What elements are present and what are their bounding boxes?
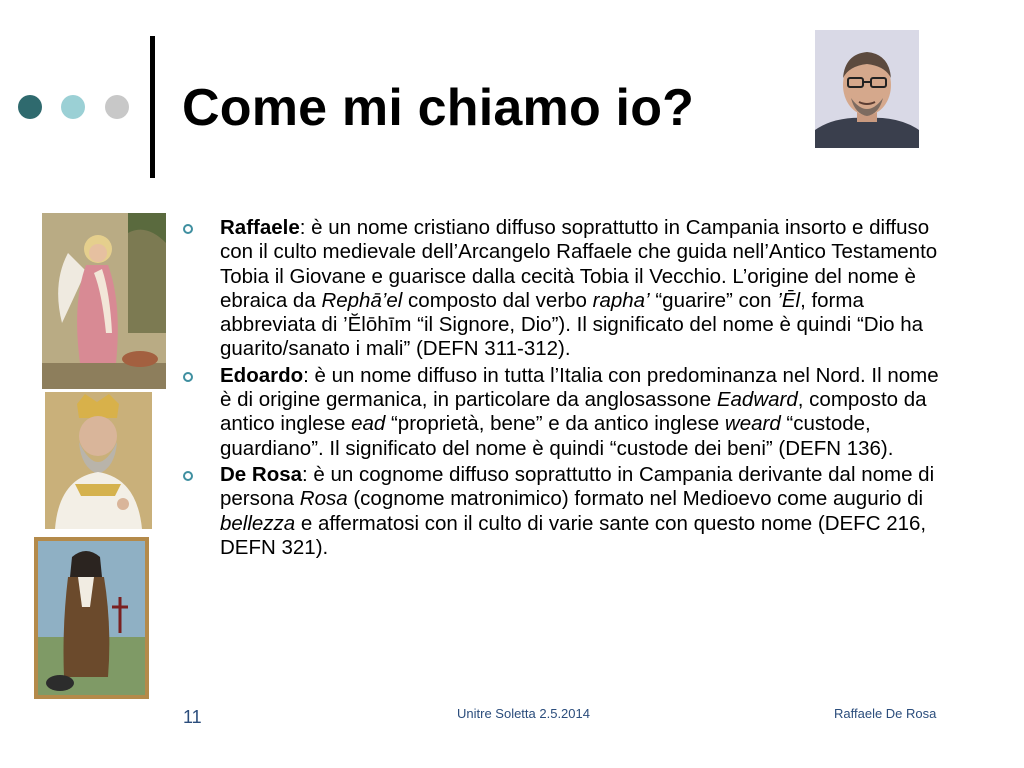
emphasized-text: Rosa [299, 487, 348, 511]
text-segment: (cognome matronimico) formato nel Medioevo come augurio di [347, 487, 924, 511]
text-segment: : è un cognome diffuso soprattutto in Campania derivante dal nome di persona [220, 462, 935, 511]
bullet-text [220, 364, 943, 461]
decor-dot-1 [18, 95, 42, 119]
term-name: Raffaele [220, 216, 300, 239]
emphasized-text: Eadward [716, 388, 798, 412]
bullet-text [220, 216, 943, 362]
text-segment: , composto da antico inglese [220, 388, 927, 436]
text-segment: , forma abbreviata di ’Ĕlōhīm “il Signore, Dio”). Il significato del nome è quindi “Dio ha guarito/sanato i mali” (DEFN 311-312). [220, 288, 924, 361]
author-photo [815, 30, 919, 148]
bullet-item-edoardo [183, 364, 943, 461]
emphasized-text: rapha’ [592, 288, 650, 312]
text-segment: composto dal verbo [402, 288, 593, 312]
text-segment: “proprietà, bene” e da antico inglese [385, 412, 725, 436]
title-divider [150, 36, 155, 178]
footer-center: Unitre Soletta 2.5.2014 [457, 706, 590, 721]
text-segment: : è un nome cristiano diffuso soprattutto in Campania insorto e diffuso con il culto medievale dell’Arcangelo Raffaele che guida nell’Antico Testamento Tobia il Giovane e guarisce dalla cecità Tobia il Vecchio. L’origine del nome è ebraica da [220, 216, 938, 312]
bullet-list [183, 216, 943, 562]
text-segment: “guarire” con [649, 288, 778, 312]
bullet-marker [183, 372, 193, 382]
text-segment: : è un nome diffuso in tutta l’Italia con predominanza nel Nord. Il nome è di origine germanica, in particolare da anglosassone [220, 363, 939, 412]
bullet-item-raffaele [183, 216, 943, 362]
bullet-text [220, 463, 943, 560]
text-segment: e affermatosi con il culto di varie sante con questo nome (DEFC 216, DEFN 321). [220, 511, 927, 559]
term-name: De Rosa [220, 462, 303, 486]
saint-rosa-painting [34, 537, 149, 699]
emphasized-text: Rephā’el [321, 288, 403, 312]
saint-edward-painting [45, 392, 152, 529]
term-name: Edoardo [220, 363, 304, 387]
emphasized-text: ’Ēl [777, 288, 801, 312]
emphasized-text: weard [724, 412, 781, 436]
footer-author: Raffaele De Rosa [834, 706, 937, 721]
emphasized-text: bellezza [220, 511, 296, 535]
emphasized-text: ead [351, 412, 386, 436]
archangel-raphael-painting [42, 213, 166, 389]
bullet-marker [183, 224, 193, 234]
decor-dot-2 [61, 95, 85, 119]
bullet-marker [183, 471, 193, 481]
slide-title: Come mi chiamo io? [182, 79, 695, 137]
bullet-item-de-rosa [183, 463, 943, 560]
page-number: 11 [183, 707, 202, 727]
decor-dot-3 [105, 95, 129, 119]
text-segment: “custode, guardiano”. Il significato del nome è quindi “custode dei beni” (DEFN 136). [220, 412, 894, 460]
